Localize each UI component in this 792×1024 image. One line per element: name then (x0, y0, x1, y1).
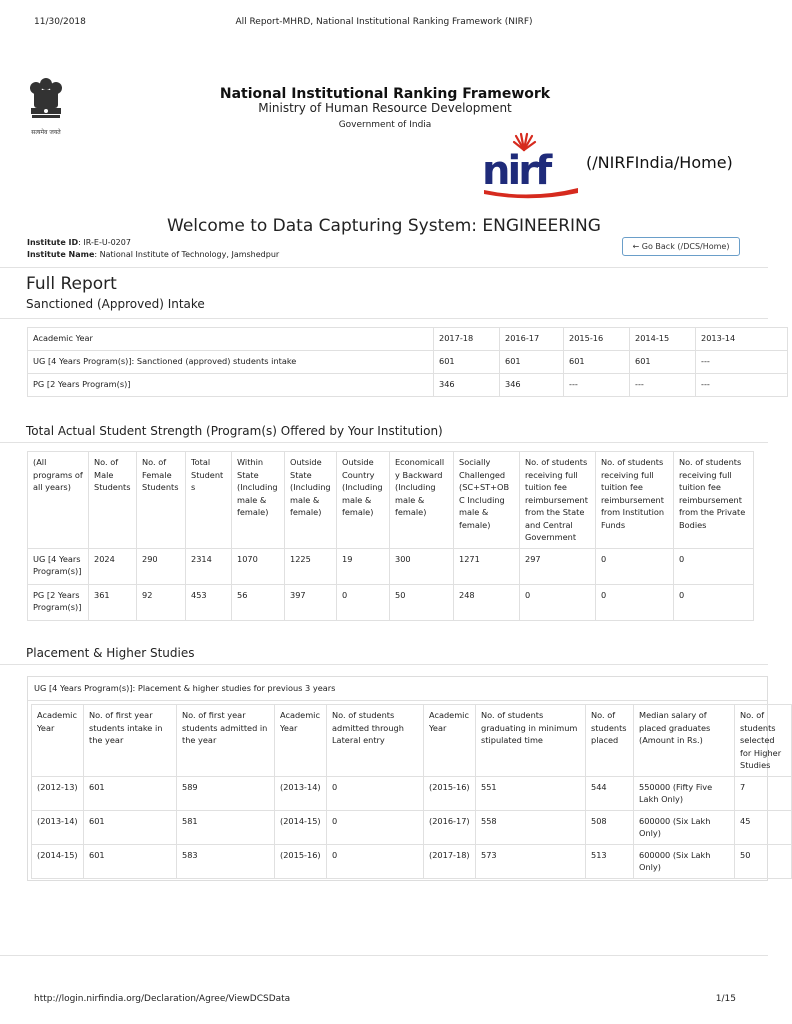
table-cell: 346 (434, 374, 500, 397)
table-cell: 583 (177, 844, 275, 878)
table-row (28, 548, 754, 584)
table-row (32, 844, 792, 878)
table-cell: 589 (177, 776, 275, 810)
table-cell: 513 (586, 844, 634, 878)
table-cell: 92 (137, 584, 186, 620)
go-back-button[interactable]: ← Go Back (/DCS/Home) (622, 237, 740, 256)
table-cell: 50 (735, 844, 792, 878)
table-cell: 453 (186, 584, 232, 620)
table-cell: 361 (89, 584, 137, 620)
intake-table (27, 327, 788, 397)
table-cell: 0 (674, 584, 754, 620)
table-cell: (2015-16) (275, 844, 327, 878)
table-header-cell: No. of first year students admitted in the year (177, 705, 275, 777)
table-header-cell: Outside Country (Including male & female) (337, 452, 390, 549)
institute-id-label: Institute ID (27, 238, 79, 247)
table-cell: 1271 (454, 548, 520, 584)
table-header-cell: Total Students (186, 452, 232, 549)
intake-table-wrap (27, 327, 768, 397)
intake-section-title: Sanctioned (Approved) Intake (26, 297, 205, 311)
table-header-cell: Academic Year (275, 705, 327, 777)
table-cell: 0 (674, 548, 754, 584)
government-name: Government of India (338, 120, 432, 130)
placement-table (31, 704, 792, 879)
table-row (32, 810, 792, 844)
table-header-cell: No. of students receiving full tuition fee reimbursement from the Private Bodies (674, 452, 754, 549)
table-cell: (2012-13) (32, 776, 84, 810)
table-cell: 300 (390, 548, 454, 584)
welcome-heading: Welcome to Data Capturing System: ENGINEERING (167, 216, 601, 236)
table-cell: 0 (337, 584, 390, 620)
svg-text:nirf: nirf (482, 148, 550, 194)
table-cell: 346 (500, 374, 564, 397)
table-cell: 297 (520, 548, 596, 584)
table-cell: 601 (564, 351, 630, 374)
institute-name-label: Institute Name (27, 250, 95, 259)
table-header-cell: No. of students placed (586, 705, 634, 777)
divider (0, 318, 768, 319)
divider (0, 664, 768, 665)
table-cell: 397 (285, 584, 337, 620)
table-cell: 600000 (Six Lakh Only) (634, 810, 735, 844)
table-cell: UG [4 Years Program(s)]: Sanctioned (approved) students intake (28, 351, 434, 374)
placement-panel (27, 676, 782, 881)
table-row (28, 374, 788, 397)
table-cell: UG [4 Years Program(s)] (28, 548, 89, 584)
divider (0, 442, 768, 443)
table-header-cell: Academic Year (28, 328, 434, 351)
table-cell: 0 (327, 776, 424, 810)
table-header-cell: No. of Male Students (89, 452, 137, 549)
table-header-cell: 2017-18 (434, 328, 500, 351)
placement-caption: UG [4 Years Program(s)]: Placement & higher studies for previous 3 years (28, 677, 767, 701)
table-cell: PG [2 Years Program(s)] (28, 584, 89, 620)
table-cell: 290 (137, 548, 186, 584)
table-header-cell: Academic Year (32, 705, 84, 777)
nirf-logo-icon (480, 132, 582, 198)
table-cell: (2014-15) (275, 810, 327, 844)
table-header-cell: No. of students admitted through Lateral entry (327, 705, 424, 777)
table-cell: 0 (327, 810, 424, 844)
table-cell: (2016-17) (424, 810, 476, 844)
table-cell: --- (630, 374, 696, 397)
table-cell: 45 (735, 810, 792, 844)
table-cell: 7 (735, 776, 792, 810)
strength-section-title: Total Actual Student Strength (Program(s) Offered by Your Institution) (26, 424, 443, 438)
table-cell: 573 (476, 844, 586, 878)
institute-id (27, 238, 131, 247)
table-cell: (2014-15) (32, 844, 84, 878)
table-header-cell: Economically Backward (Including male & female) (390, 452, 454, 549)
strength-table-wrap (27, 451, 768, 621)
table-cell: --- (564, 374, 630, 397)
table-row (32, 776, 792, 810)
table-cell: (2017-18) (424, 844, 476, 878)
table-header-row (32, 705, 792, 777)
institute-name (27, 250, 279, 259)
table-header-cell: 2015-16 (564, 328, 630, 351)
table-header-cell: No. of students selected for Higher Studies (735, 705, 792, 777)
print-date: 11/30/2018 (34, 17, 86, 27)
ministry-name: Ministry of Human Resource Development (258, 101, 512, 115)
table-header-cell: 2013-14 (696, 328, 788, 351)
table-cell: 551 (476, 776, 586, 810)
table-header-cell: No. of students graduating in minimum stipulated time (476, 705, 586, 777)
divider (0, 955, 768, 956)
table-cell: 601 (434, 351, 500, 374)
table-header-cell: 2014-15 (630, 328, 696, 351)
table-header-cell: No. of students receiving full tuition fee reimbursement from Institution Funds (596, 452, 674, 549)
table-cell: 0 (596, 548, 674, 584)
table-cell: 1070 (232, 548, 285, 584)
table-cell: 601 (84, 776, 177, 810)
table-cell: 601 (630, 351, 696, 374)
page-header-title: National Institutional Ranking Framework (219, 86, 551, 102)
table-cell: (2013-14) (32, 810, 84, 844)
table-cell: 19 (337, 548, 390, 584)
table-cell: 2024 (89, 548, 137, 584)
placement-section-title: Placement & Higher Studies (26, 646, 195, 660)
table-cell: 558 (476, 810, 586, 844)
table-cell: 601 (84, 844, 177, 878)
table-cell: 0 (327, 844, 424, 878)
table-header-row (28, 328, 788, 351)
table-header-cell: 2016-17 (500, 328, 564, 351)
table-row (28, 584, 754, 620)
table-cell: --- (696, 351, 788, 374)
table-header-cell: Outside State (Including male & female) (285, 452, 337, 549)
table-cell: (2015-16) (424, 776, 476, 810)
table-cell: 56 (232, 584, 285, 620)
print-page-number: 1/15 (715, 994, 736, 1004)
table-header-cell: Academic Year (424, 705, 476, 777)
table-row (28, 351, 788, 374)
table-cell: 50 (390, 584, 454, 620)
table-header-cell: Within State (Including male & female) (232, 452, 285, 549)
table-cell: 600000 (Six Lakh Only) (634, 844, 735, 878)
table-cell: 0 (596, 584, 674, 620)
table-cell: --- (696, 374, 788, 397)
table-cell: 508 (586, 810, 634, 844)
table-header-cell: (All programs of all years) (28, 452, 89, 549)
institute-id-value: : IR-E-U-0207 (78, 238, 131, 247)
full-report-heading: Full Report (26, 274, 117, 294)
nirf-home-link[interactable]: (/NIRFIndia/Home) (586, 153, 733, 172)
table-cell: 0 (520, 584, 596, 620)
institute-name-value: : National Institute of Technology, Jamshedpur (94, 250, 280, 259)
print-url: http://login.nirfindia.org/Declaration/Agree/ViewDCSData (34, 994, 291, 1004)
table-header-cell: Socially Challenged (SC+ST+OBC Including male & female) (454, 452, 520, 549)
strength-table (27, 451, 754, 621)
table-cell: 601 (500, 351, 564, 374)
table-cell: 601 (84, 810, 177, 844)
table-cell: 550000 (Fifty Five Lakh Only) (634, 776, 735, 810)
divider (0, 267, 768, 268)
table-cell: PG [2 Years Program(s)] (28, 374, 434, 397)
table-header-cell: No. of Female Students (137, 452, 186, 549)
table-cell: 544 (586, 776, 634, 810)
table-cell: 581 (177, 810, 275, 844)
print-title: All Report-MHRD, National Institutional Ranking Framework (NIRF) (235, 17, 533, 27)
table-cell: (2013-14) (275, 776, 327, 810)
table-cell: 248 (454, 584, 520, 620)
table-header-row (28, 452, 754, 549)
svg-text:सत्यमेव जयते: सत्यमेव जयते (31, 129, 61, 136)
table-header-cell: Median salary of placed graduates (Amount in Rs.) (634, 705, 735, 777)
table-header-cell: No. of students receiving full tuition fee reimbursement from the State and Central Government (520, 452, 596, 549)
table-header-cell: No. of first year students intake in the year (84, 705, 177, 777)
table-cell: 2314 (186, 548, 232, 584)
table-cell: 1225 (285, 548, 337, 584)
